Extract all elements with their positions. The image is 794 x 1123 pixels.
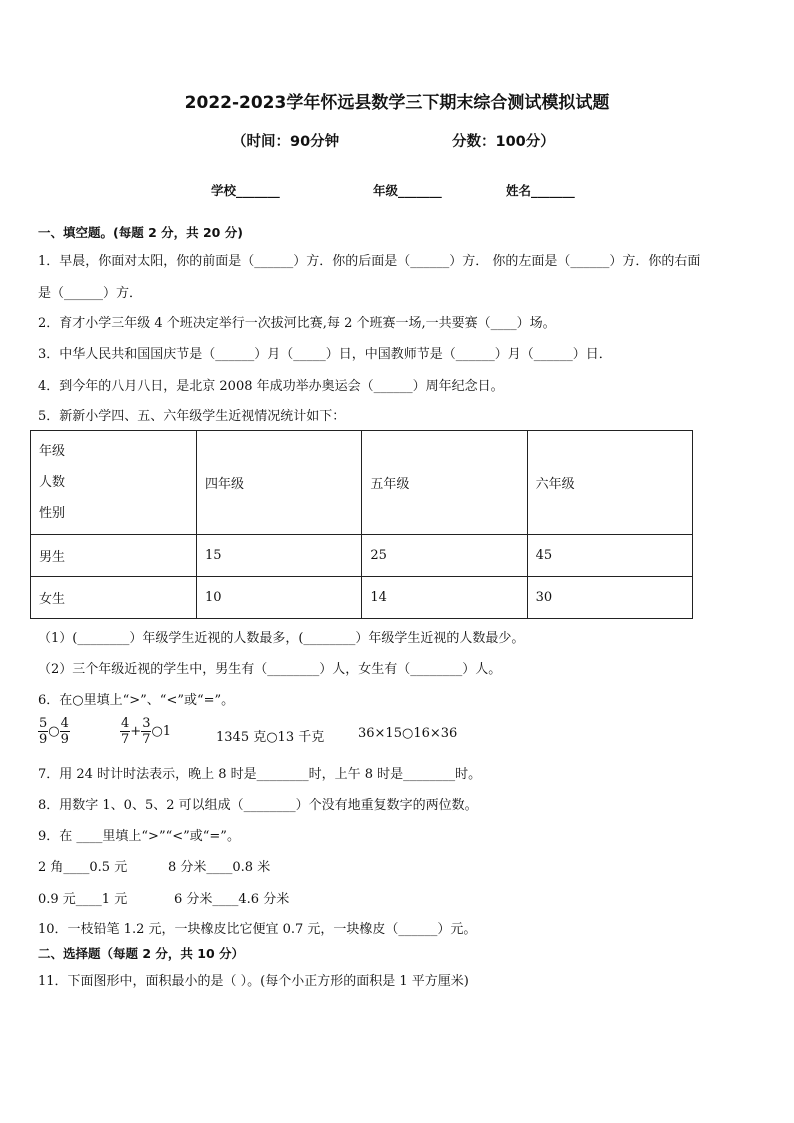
- cell-boys-grade-4: 15: [197, 535, 362, 577]
- question-2: 2．育才小学三年级 4 个班决定举行一次拔河比赛,每 2 个班赛一场,一共要赛（____）场。: [38, 316, 556, 331]
- fraction-5-9: [38, 716, 48, 747]
- row-label-girls: 女生: [31, 577, 197, 619]
- fraction-4-7: [120, 716, 130, 747]
- school-field: 学校_______: [211, 183, 280, 198]
- compare-circle: ○: [48, 724, 60, 739]
- plus-sign: +: [130, 724, 142, 739]
- section-1-heading: 一、填空题。(每题 2 分，共 20 分): [38, 225, 243, 240]
- question-9-d: 6 分米____4.6 分米: [174, 892, 290, 907]
- fraction-4-9: [60, 716, 70, 747]
- fraction-numerator: 4: [121, 716, 130, 731]
- cell-girls-grade-6: 30: [527, 577, 692, 619]
- question-7: 7．用 24 时计时法表示，晚上 8 时是________时，上午 8 时是________时。: [38, 767, 482, 782]
- row-label-boys: 男生: [31, 535, 197, 577]
- corner-grade-label: 年级: [39, 444, 66, 459]
- fraction-denominator: 7: [121, 732, 130, 747]
- cell-boys-grade-6: 45: [527, 535, 692, 577]
- question-5-part-2: （2）三个年级近视的学生中，男生有（________）人，女生有（________）人。: [38, 662, 502, 677]
- question-1-line-2: 是（______）方．: [38, 286, 143, 301]
- name-field: 姓名_______: [506, 183, 575, 198]
- question-5-part-1: （1）(________）年级学生近视的人数最多，(________）年级学生近视的人数最少。: [38, 631, 525, 646]
- fraction-numerator: 5: [39, 716, 48, 731]
- corner-gender-label: 性别: [39, 506, 66, 521]
- q6-item-3: 1345 克○13 千克: [216, 730, 325, 745]
- fraction-numerator: 3: [142, 716, 151, 731]
- question-9-a: 2 角____0.5 元: [38, 860, 128, 875]
- fraction-denominator: 9: [60, 732, 69, 747]
- exam-score: 分数：100分）: [452, 134, 555, 150]
- compare-with-one: ○1: [151, 724, 172, 739]
- table-row-boys: [31, 535, 693, 577]
- question-11: 11．下面图形中，面积最小的是（ ）。(每个小正方形的面积是 1 平方厘米): [38, 974, 469, 989]
- cell-boys-grade-5: 25: [362, 535, 527, 577]
- grade-field: 年级_______: [373, 183, 442, 198]
- header-grade-6: 六年级: [527, 431, 692, 535]
- table-header-row: [31, 431, 693, 535]
- fraction-3-7: [141, 716, 151, 747]
- fraction-numerator: 4: [60, 716, 69, 731]
- question-4: 4．到今年的八月八日，是北京 2008 年成功举办奥运会（______）周年纪念日。: [38, 379, 504, 394]
- question-1-line-1: 1．早晨，你面对太阳，你的前面是（______）方．你的后面是（______）方． 你的左面是（______）方．你的右面: [38, 254, 701, 269]
- q6-item-1: [38, 716, 70, 747]
- q6-item-2: [120, 716, 171, 747]
- page-title: 2022-2023学年怀远县数学三下期末综合测试模拟试题: [184, 93, 610, 113]
- question-6: 6．在○里填上“>”、“<”或“=”。: [38, 693, 235, 708]
- fraction-denominator: 9: [39, 732, 48, 747]
- header-grade-4: 四年级: [197, 431, 362, 535]
- table-row-girls: [31, 577, 693, 619]
- exam-time: （时间：90分钟: [232, 134, 340, 150]
- header-grade-5: 五年级: [362, 431, 527, 535]
- section-2-heading: 二、选择题（每题 2 分，共 10 分）: [38, 946, 245, 961]
- q6-item-4: 36×15○16×36: [358, 726, 458, 741]
- question-5: 5．新新小学四、五、六年级学生近视情况统计如下：: [38, 409, 346, 424]
- question-9-b: 8 分米____0.8 米: [168, 860, 271, 875]
- table-corner-cell: [31, 431, 197, 535]
- question-10: 10．一枝铅笔 1.2 元，一块橡皮比它便宜 0.7 元，一块橡皮（______）元。: [38, 922, 477, 937]
- question-3: 3．中华人民共和国国庆节是（______）月（_____）日，中国教师节是（______）月（______）日．: [38, 347, 612, 362]
- corner-count-label: 人数: [39, 475, 66, 490]
- myopia-stats-table: [30, 430, 693, 619]
- question-9-c: 0.9 元____1 元: [38, 892, 128, 907]
- question-8: 8．用数字 1、0、5、2 可以组成（________）个没有地重复数字的两位数。: [38, 798, 478, 813]
- cell-girls-grade-4: 10: [197, 577, 362, 619]
- cell-girls-grade-5: 14: [362, 577, 527, 619]
- question-9: 9．在 ____里填上“>”“<”或“=”。: [38, 829, 240, 844]
- fraction-denominator: 7: [142, 732, 151, 747]
